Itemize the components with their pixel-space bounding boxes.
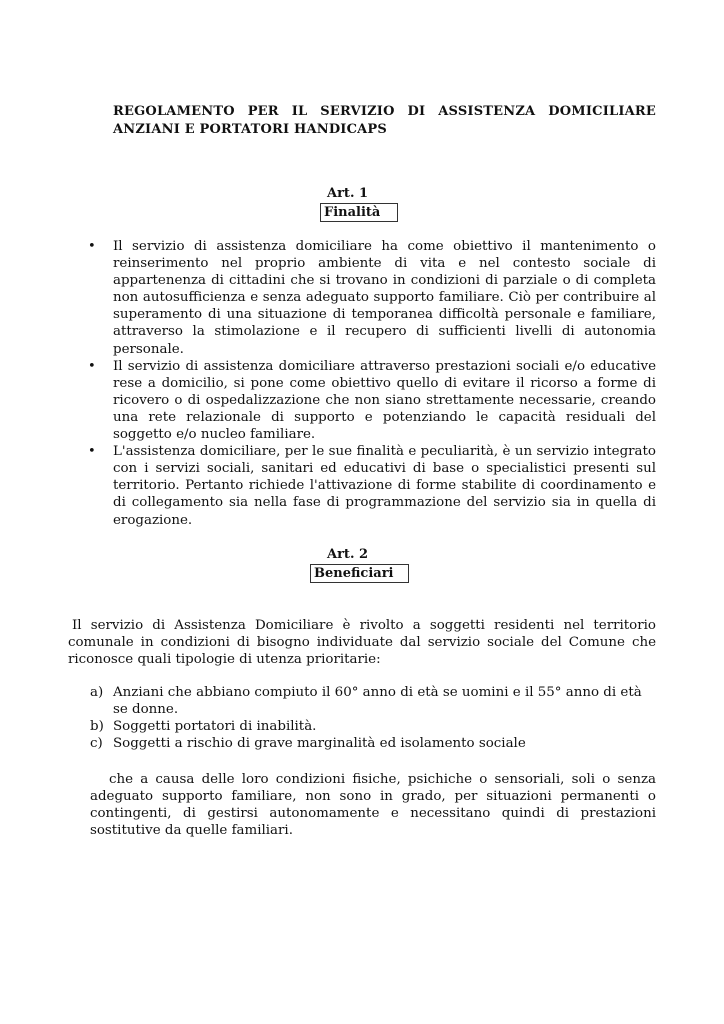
list-item — [88, 358, 656, 443]
document-title — [113, 103, 656, 139]
list-item — [90, 735, 656, 752]
list-marker: a) — [90, 685, 104, 700]
article-2-closing-paragraph: che a causa delle loro condizioni fisiche, psichiche o sensoriali, soli o senza adeguato supporto familiare, non sono in grado, per situazioni permanenti o contingenti, di gestirsi autonomamente e necessitano quindi di prestazioni sostitutive da quelle familiari. — [90, 772, 656, 839]
list-item-text: Anziani che abbiano compiuto il 60° anno di età se uomini e il 55° anno di età se donne. — [113, 685, 642, 718]
article-2-intro-paragraph: Il servizio di Assistenza Domiciliare è rivolto a soggetti residenti nel territorio comunale in condizioni di bisogno individuate dal servizio sociale del Comune che riconosce quali tipologie di utenza prioritarie: — [68, 618, 656, 668]
list-item — [90, 684, 656, 718]
article-2-number: Art. 2 — [327, 547, 369, 562]
list-item — [90, 718, 656, 735]
bullet-icon: • — [88, 444, 96, 460]
article-1-number: Art. 1 — [327, 186, 369, 201]
list-marker: b) — [90, 719, 104, 735]
list-item — [88, 238, 656, 358]
bullet-icon: • — [88, 239, 96, 254]
bullet-text: Il servizio di assistenza domiciliare attraverso prestazioni sociali e/o educative rese a domicilio, si pone come obiettivo quello di evitare il ricorso a forme di ricovero o di ospedalizzazione che non siano strettamente necessarie, creando una rete relazionale di supporto e potenziando le capacità residuali del soggetto e/o nucleo familiare. — [113, 358, 656, 443]
article-2-beneficiary-list — [90, 684, 656, 752]
list-item-text: Soggetti a rischio di grave marginalità ed isolamento sociale — [113, 736, 526, 752]
article-1-bullet-list — [88, 238, 656, 529]
list-item-text: Soggetti portatori di inabilità. — [113, 719, 317, 735]
article-1-heading: Finalità — [320, 203, 398, 222]
article-2-heading: Beneficiari — [310, 564, 409, 583]
bullet-icon: • — [88, 358, 96, 374]
document-title-line-1: REGOLAMENTO PER IL SERVIZIO DI ASSISTENZA DOMICILIARE — [113, 104, 656, 119]
document-title-line-2: ANZIANI E PORTATORI HANDICAPS — [113, 122, 387, 137]
list-item — [88, 443, 656, 528]
list-marker: c) — [90, 736, 103, 752]
bullet-text: L'assistenza domiciliare, per le sue finalità e peculiarità, è un servizio integrato con i servizi sociali, sanitari ed educativi di base o specialistici presenti sul territorio. Pertanto richiede l'attivazione di forme stabilite di coordinamento e di collegamento sia nella fase di programmazione del servizio sia in quella di erogazione. — [113, 444, 656, 528]
bullet-text: Il servizio di assistenza domiciliare ha come obiettivo il mantenimento o reinserimento nel proprio ambiente di vita e nel contesto sociale di appartenenza di cittadini che si trovano in condizioni di parziale o di completa non autosufficienza e senza adeguato supporto familiare. Ciò per contribuire al superamento di una situazione di temporanea difficoltà personale e familiare, attraverso la stimolazione e il recupero di sufficienti livelli di autonomia personale. — [113, 239, 656, 357]
